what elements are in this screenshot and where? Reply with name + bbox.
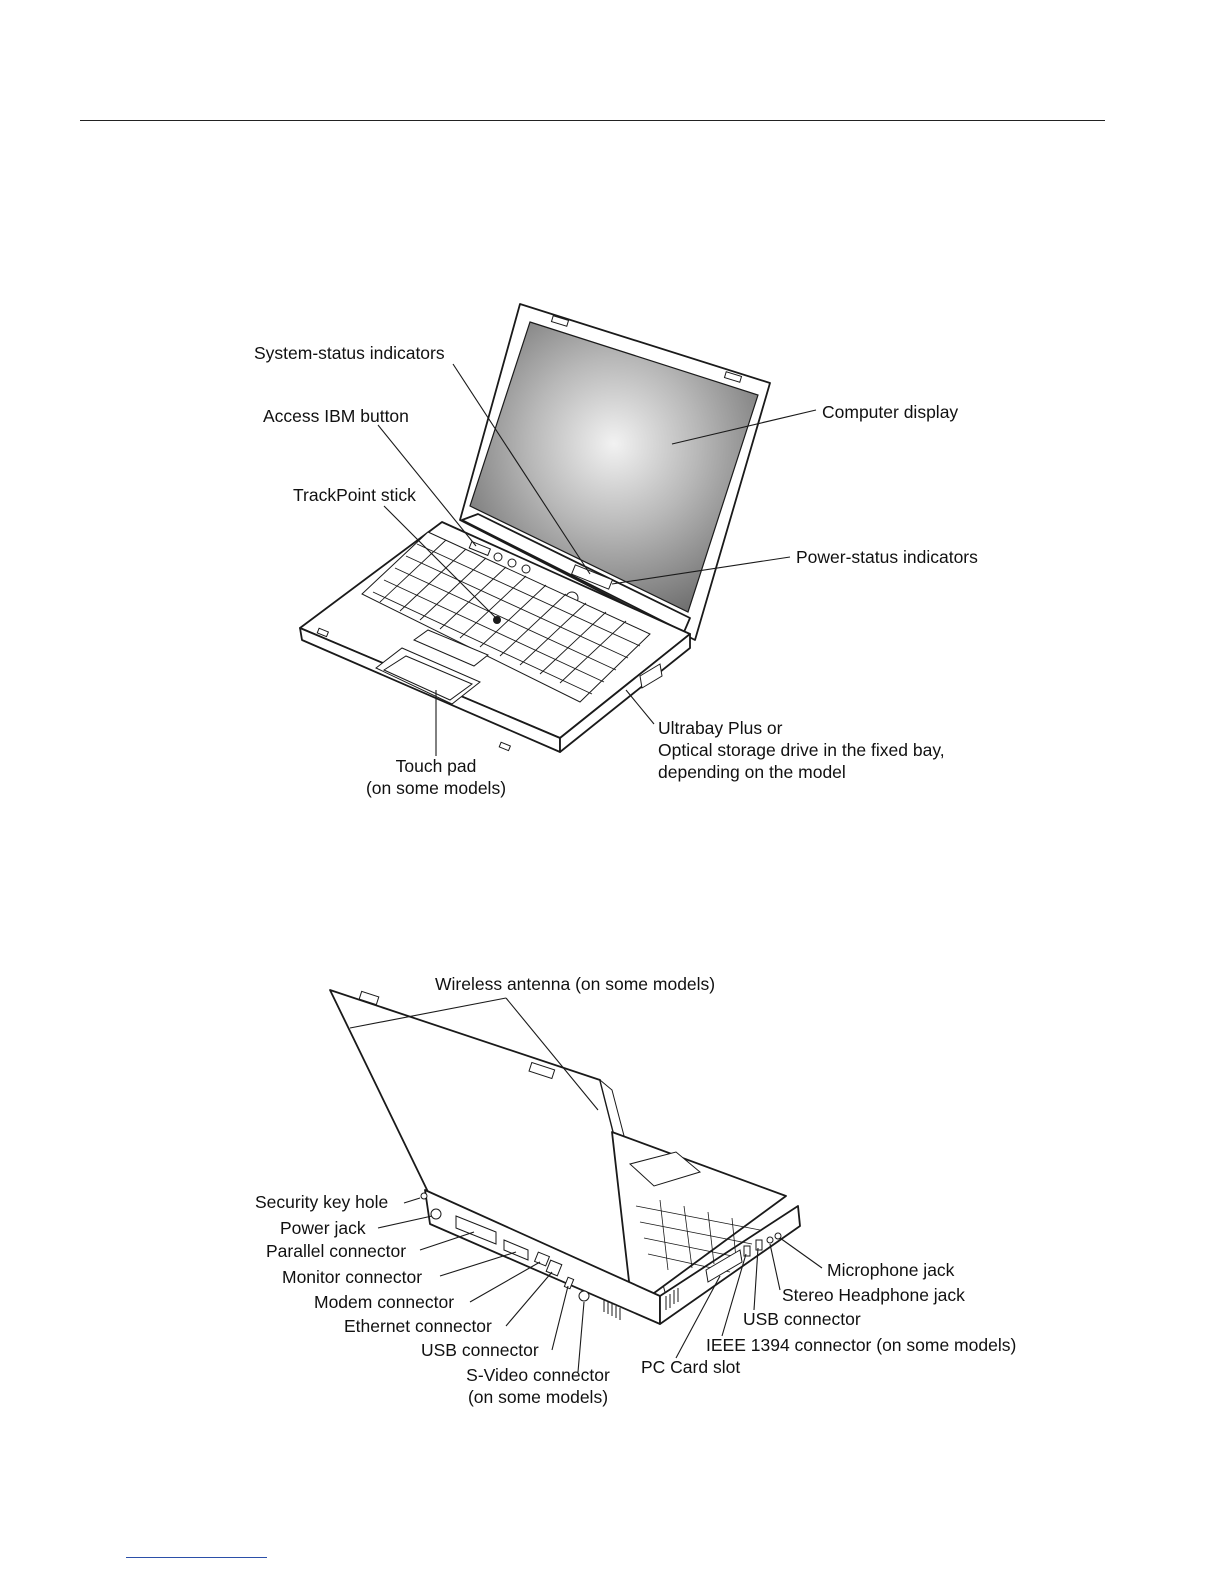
label-touch-pad-line1: Touch pad (395, 756, 477, 776)
label-svideo-line1: S-Video connector (466, 1365, 610, 1385)
label-usb-connector-left: USB connector (421, 1340, 539, 1360)
leader-microphone (780, 1238, 822, 1268)
label-access-ibm-button: Access IBM button (263, 406, 409, 426)
leader-ultrabay (626, 690, 654, 724)
label-svideo-line2: (on some models) (467, 1387, 609, 1407)
label-ultrabay-line2: Optical storage drive in the fixed bay, (658, 740, 945, 760)
label-monitor-connector: Monitor connector (282, 1267, 423, 1287)
palm-rest-indicator (499, 742, 510, 750)
label-parallel-connector: Parallel connector (266, 1241, 407, 1261)
volume-button (494, 553, 502, 561)
label-power-jack: Power jack (280, 1218, 366, 1238)
label-pc-card-slot: PC Card slot (641, 1357, 741, 1377)
leader-svideo (578, 1302, 584, 1372)
label-usb-connector-right: USB connector (743, 1309, 861, 1329)
label-modem-connector: Modem connector (314, 1292, 455, 1312)
leader-usb-left (552, 1286, 568, 1350)
label-system-status-indicators: System-status indicators (254, 343, 445, 363)
security-key-hole (421, 1193, 427, 1199)
label-touch-pad-line2: (on some models) (365, 778, 507, 798)
leader-headphone (770, 1244, 780, 1290)
label-ultrabay-line1: Ultrabay Plus or (658, 718, 783, 738)
footer-link-rule (126, 1557, 267, 1558)
volume-button (508, 559, 516, 567)
leader-parallel (420, 1232, 474, 1250)
mute-button (522, 565, 530, 573)
label-stereo-headphone-jack: Stereo Headphone jack (782, 1285, 965, 1305)
leader-modem (470, 1262, 540, 1302)
leader-security-key (404, 1198, 420, 1203)
power-jack (431, 1209, 441, 1219)
leader-ethernet (506, 1272, 552, 1326)
label-wireless-antenna: Wireless antenna (on some models) (435, 974, 716, 994)
label-computer-display: Computer display (822, 402, 959, 422)
label-power-status-indicators: Power-status indicators (796, 547, 978, 567)
label-security-key-hole: Security key hole (255, 1192, 389, 1212)
label-ultrabay-line3: depending on the model (658, 762, 846, 782)
leader-power-jack (378, 1216, 432, 1228)
leader-monitor (440, 1252, 516, 1276)
usb-port-side (756, 1240, 762, 1250)
trackpoint-stick (493, 616, 501, 624)
label-microphone-jack: Microphone jack (827, 1260, 955, 1280)
headphone-jack-port (767, 1237, 773, 1243)
svideo-port (579, 1291, 589, 1301)
label-trackpoint-stick: TrackPoint stick (293, 485, 416, 505)
label-ethernet-connector: Ethernet connector (344, 1316, 492, 1336)
label-ieee1394-connector: IEEE 1394 connector (on some models) (706, 1335, 1017, 1355)
ieee1394-port (744, 1246, 750, 1256)
